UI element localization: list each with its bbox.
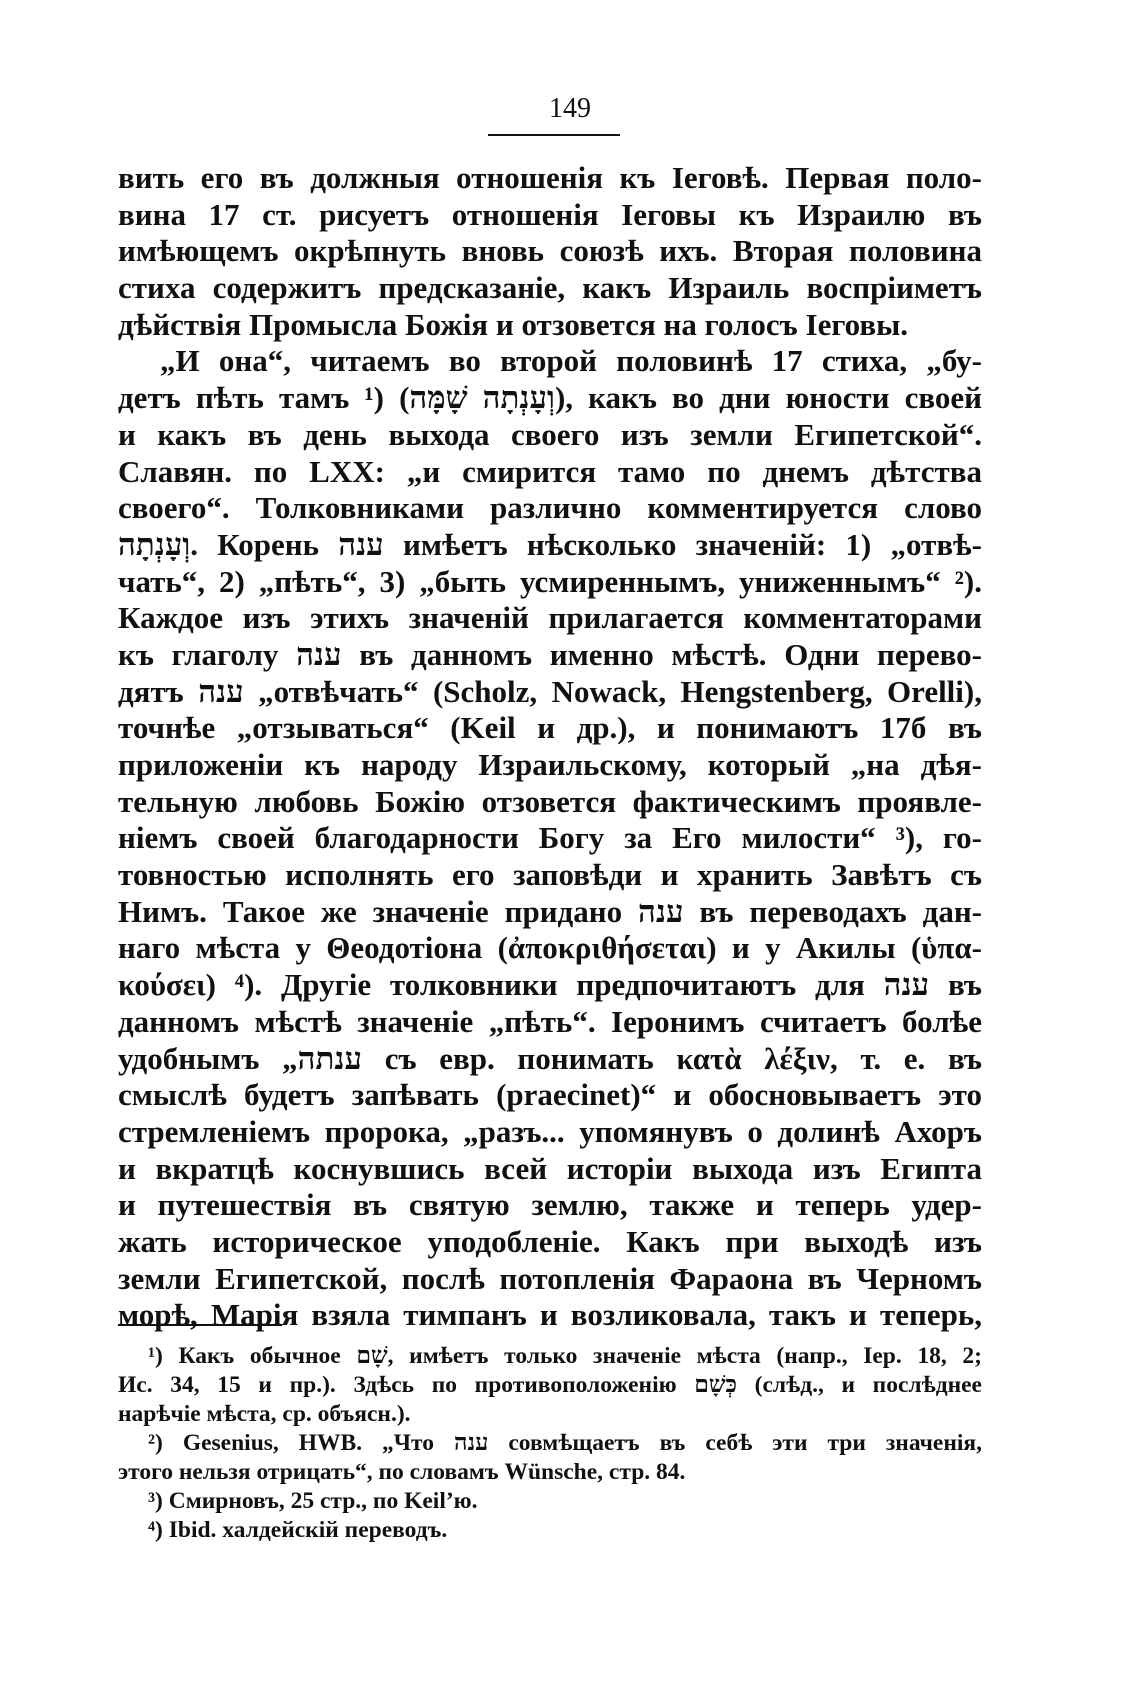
text-line: вина 17 ст. рисуетъ отношенія Іеговы къ Израилю въ bbox=[118, 196, 982, 232]
text-line: чать“, 2) „пѣть“, 3) „быть усмиреннымъ, униженнымъ“ ²). bbox=[118, 563, 982, 599]
text-line: наго мѣста у Θеодотіона (ἀποκριθήσεται) и у Акилы (ὑπα- bbox=[118, 930, 982, 966]
text-line: данномъ мѣстѣ значеніе „пѣть“. Іеронимъ считаетъ болѣе bbox=[118, 1003, 982, 1039]
text-line: Славян. по LXX: „и смирится тамо по днемъ дѣтства bbox=[118, 453, 982, 489]
text-line: тельную любовь Божію отзовется фактическимъ проявле- bbox=[118, 783, 982, 819]
footnote-line: Ис. 34, 15 и пр.). Здѣсь по противоположенію כְּשָׁם (слѣд., и послѣднее bbox=[118, 1372, 982, 1398]
text-line: „И она“, читаемъ во второй половинѣ 17 стиха, „бу- bbox=[160, 343, 982, 379]
text-line: וְעָנְתָה. Корень ענה имѣетъ нѣсколько значеній: 1) „отвѣ- bbox=[118, 526, 982, 562]
text-line: стиха содержитъ предсказаніе, какъ Израиль воспріиметъ bbox=[118, 270, 982, 306]
text-line: дѣйствія Промысла Божія и отзовется на голосъ Іеговы. bbox=[118, 306, 909, 342]
footnotes bbox=[118, 1342, 982, 1545]
text-line: вить его въ должныя отношенія къ Іеговѣ. Первая поло- bbox=[118, 160, 982, 195]
text-line: къ глаголу ענה въ данномъ именно мѣстѣ. Одни перево- bbox=[118, 636, 982, 672]
text-line: Нимъ. Такое же значеніе придано ענה въ переводахъ дан- bbox=[118, 893, 982, 929]
footnote-rule bbox=[118, 1324, 282, 1326]
text-line: стремленіемъ пророка, „разъ... упомянувъ о долинѣ Ахоръ bbox=[118, 1113, 982, 1149]
footnote-line: ³) Смирновъ, 25 стр., по Keil’ю. bbox=[148, 1488, 478, 1514]
text-line: и путешествія въ святую землю, также и теперь удер- bbox=[118, 1187, 982, 1223]
text-line: приложеніи къ народу Израильскому, который „на дѣя- bbox=[118, 747, 982, 782]
footnote-line: этого нельзя отрицать“, по словамъ Wünsche, стр. 84. bbox=[118, 1459, 686, 1485]
footnote-line: нарѣчіе мѣста, ср. объясн.). bbox=[118, 1401, 411, 1427]
text-line: морѣ, Марія взяла тимпанъ и возликовала, такъ и теперь, bbox=[118, 1297, 982, 1333]
text-line: жать историческое уподобленіе. Какъ при выходѣ изъ bbox=[118, 1223, 982, 1259]
page-number-rule bbox=[488, 134, 620, 136]
text-line: дятъ ענה „отвѣчать“ (Scholz, Nowack, Hengstenberg, Orelli), bbox=[118, 673, 982, 709]
text-line: κούσει) ⁴). Другіе толковники предпочитаютъ для ענה въ bbox=[118, 967, 982, 1003]
text-line: земли Египетской, послѣ потопленія Фараона въ Черномъ bbox=[118, 1260, 982, 1296]
text-line: своего“. Толковниками различно комментируется слово bbox=[118, 490, 982, 526]
main-text bbox=[118, 160, 982, 1334]
page-number: 149 bbox=[549, 93, 591, 124]
footnote-line: ⁴) Ibid. халдейскій переводъ. bbox=[148, 1517, 448, 1543]
text-line: детъ пѣть тамъ ¹) (וְעָנְתָה שָׁמָּה), какъ во дни юности своей bbox=[118, 380, 982, 416]
text-line: Каждое изъ этихъ значеній прилагается комментаторами bbox=[118, 600, 982, 636]
text-line: смыслѣ будетъ запѣвать (praecinet)“ и обосновываетъ это bbox=[118, 1077, 982, 1113]
text-line: точнѣе „отзываться“ (Keil и др.), и понимаютъ 17б въ bbox=[118, 710, 982, 746]
footnote-line: ²) Gesenius, HWB. „Что ענה совмѣщаетъ въ себѣ эти три значенія, bbox=[148, 1430, 982, 1456]
text-line: и какъ въ день выхода своего изъ земли Египетской“. bbox=[118, 416, 982, 452]
text-line: ніемъ своей благодарности Богу за Его милости“ ³), го- bbox=[118, 820, 982, 856]
text-line: и вкратцѣ коснувшись всей исторіи выхода изъ Египта bbox=[118, 1150, 982, 1186]
text-line: имѣющемъ окрѣпнуть вновь союзѣ ихъ. Вторая половина bbox=[118, 233, 982, 269]
footnote-line: ¹) Какъ обычное שָׁם, имѣетъ только значеніе мѣста (напр., Іер. 18, 2; bbox=[148, 1343, 982, 1369]
text-line: удобнымъ „ענתה съ евр. понимать κατὰ λέξιν, т. е. въ bbox=[118, 1040, 983, 1076]
text-line: товностью исполнять его заповѣди и хранить Завѣтъ съ bbox=[118, 857, 982, 893]
